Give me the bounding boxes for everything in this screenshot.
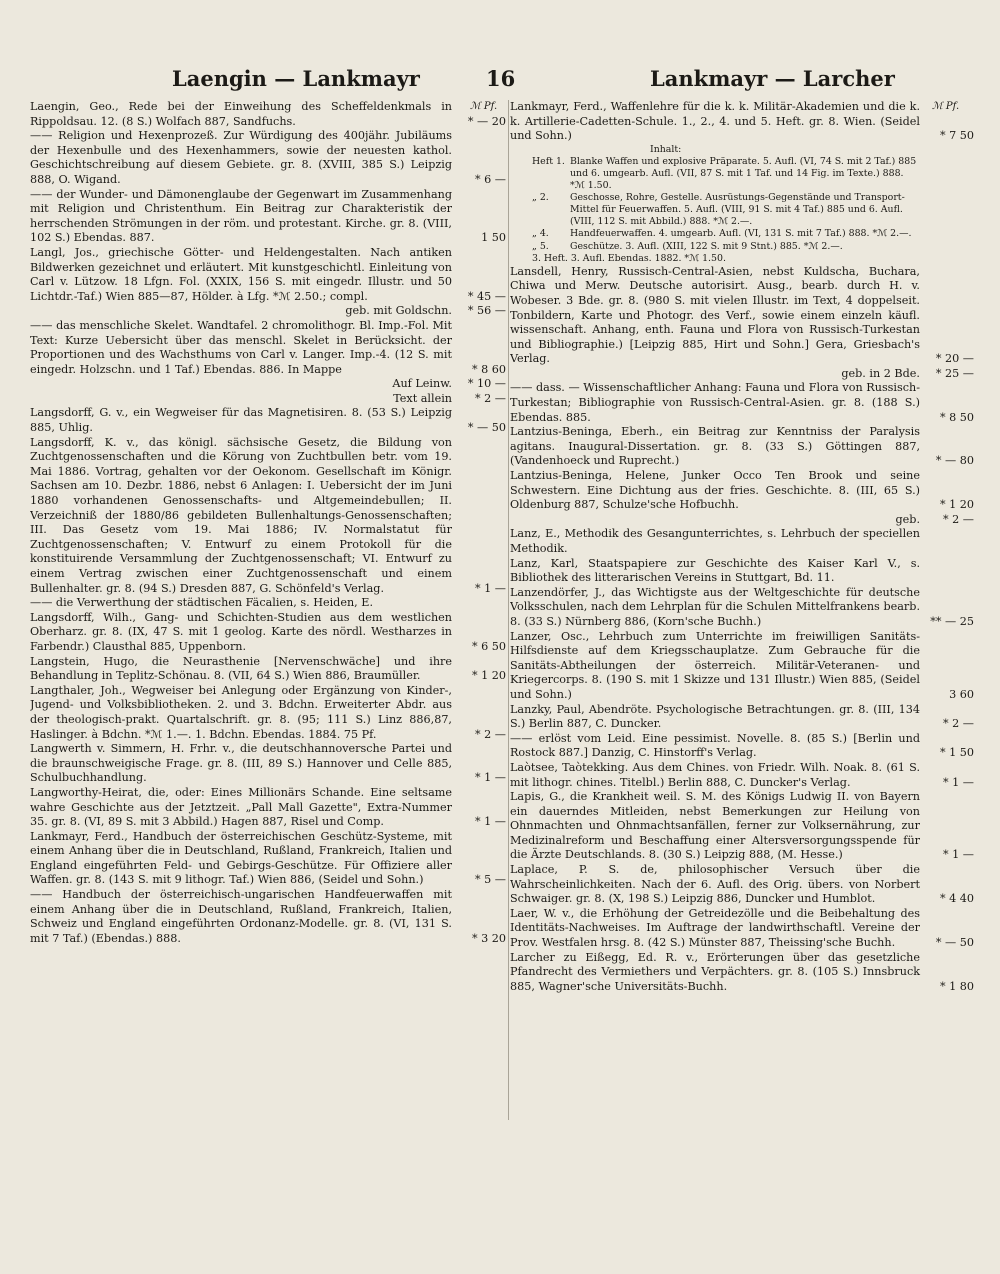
- entry-text: Lanzer, Osc., Lehrbuch zum Unterrichte im freiwilligen Sanitäts-Hilfsdienste auf dem Kriegsschauplatze. Zum Gebrauche für die Sanitäts-Abtheilungen der österreich. Militär-Veteranen- und Kriegercorps. 8. (190 S. mit 1 Skizze und 131 Illustr.) Wien 885, (Seidel und Sohn.): [510, 629, 920, 701]
- entry-variant-line: [510, 513, 974, 528]
- entry-price: * 6 —: [474, 172, 506, 186]
- contents-item-label: „ 4.: [532, 228, 549, 240]
- entry-price: * 1 —: [474, 581, 506, 595]
- entry-price: * 1 20: [939, 498, 974, 512]
- entry-text: geb. mit Goldschn.: [345, 304, 452, 318]
- entry-variant-line: [30, 304, 506, 319]
- entry-text: Langstein, Hugo, die Neurasthenie [Nervenschwäche] und ihre Behandlung in Teplitz-Schönau. 8. (VII, 64 S.) Wien 886, Braumüller.: [30, 654, 452, 683]
- entry-price: * — 50: [935, 936, 974, 950]
- entry-text: —— der Wunder- und Dämonenglaube der Gegenwart im Zusammenhang mit Religion und Christenthum. Ein Beitrag zur Charakteristik der herrschenden Strömungen in der röm. und protestant. Kirche. gr. 8. (VIII, 102 S.) Ebendas. 887.: [30, 187, 452, 245]
- contents-item-label: „ 2.: [532, 192, 549, 204]
- entry-price: * 1 50: [939, 746, 974, 760]
- catalog-entry: [30, 655, 506, 684]
- entry-price: * 3 20: [471, 931, 506, 945]
- entry-text: geb.: [895, 512, 920, 526]
- catalog-entry: [30, 406, 506, 435]
- catalog-entry: [510, 557, 974, 586]
- entry-price: * 6 50: [471, 639, 506, 653]
- entry-text: Langsdorff, G. v., ein Wegweiser für das Magnetisiren. 8. (53 S.) Leipzig 885, Uhlig.: [30, 406, 452, 435]
- contents-item-label: „ 5.: [532, 240, 549, 252]
- entry-price: * 1 80: [939, 979, 974, 993]
- entry-text: Lanzendörfer, J., das Wichtigste aus der Weltgeschichte für deutsche Volksschulen, nach dem Lehrplan für die Schulen Mittelfrankens bearb. 8. (33 S.) Nürnberg 886, (Korn'sche Buchh.): [510, 585, 920, 628]
- entry-text: Laplace, P. S. de, philosophischer Versuch über die Wahrscheinlichkeiten. Nach der 6. Aufl. des Orig. übers. von Norbert Schwaiger. gr. 8. (X, 198 S.) Leipzig 886, Duncker und Humblot.: [510, 863, 920, 906]
- entry-text: Langworthy-Heirat, die, oder: Eines Millionärs Schande. Eine seltsame wahre Geschichte aus der Jetztzeit. „Pall Mall Gazette", Extra-Nummer 35. gr. 8. (VI, 89 S. mit 3 Abbild.) Hagen 887, Risel und Comp.: [30, 785, 452, 829]
- entry-price: * 56 —: [467, 304, 506, 318]
- entry-text: —— die Verwerthung der städtischen Fäcalien, s. Heiden, E.: [30, 596, 373, 610]
- entry-text: Lanz, E., Methodik des Gesangunterrichtes, s. Lehrbuch der speciellen Methodik.: [510, 527, 920, 555]
- entry-text: Lanz, Karl, Staatspapiere zur Geschichte des Kaiser Karl V., s. Bibliothek des litterarischen Vereins in Stuttgart, Bd. 11.: [510, 556, 920, 585]
- catalog-entry: [510, 527, 974, 556]
- left-column: [30, 100, 506, 1140]
- catalog-entry: [510, 265, 974, 367]
- catalog-entry: [510, 586, 974, 630]
- contents-item-label: Heft 1.: [532, 155, 565, 167]
- entry-price: * 4 40: [939, 892, 974, 906]
- page-number: 16: [486, 66, 516, 91]
- contents-item-text: Blanke Waffen und explosive Präparate. 5. Aufl. (VI, 74 S. mit 2 Taf.) 885 und 6. umgearb. Aufl. (VII, 87 S. mit 1 Taf. und 14 Fig. im Texte.) 888. *ℳ 1.50.: [570, 155, 917, 192]
- entry-price: * — 20: [467, 114, 506, 128]
- entry-variant-line: [30, 377, 506, 392]
- right-column: [510, 100, 974, 1140]
- contents-item: [510, 241, 974, 253]
- entry-text: Laengin, Geo., Rede bei der Einweihung des Scheffeldenkmals in Rippoldsau. 12. (8 S.) Wolfach 887, Sandfuchs.: [30, 100, 452, 128]
- contents-item: [510, 228, 974, 240]
- entry-text: Lantzius-Beninga, Helene, Junker Occo Ten Brook und seine Schwestern. Eine Dichtung aus der fries. Geschichte. 8. (III, 65 S.) Oldenburg 887, Schulze'sche Hofbuchh.: [510, 469, 920, 512]
- contents-item: [510, 192, 974, 228]
- entry-price: * 1 —: [474, 771, 506, 785]
- page-header: [0, 66, 1000, 100]
- catalog-entry: [510, 381, 974, 425]
- entry-text: Lankmayr, Ferd., Waffenlehre für die k. k. Militär-Akademien und die k. k. Artillerie-Cadetten-Schule. 1., 2., 4. und 5. Heft. gr. 8. Wien. (Seidel und Sohn.): [510, 100, 920, 143]
- catalog-entry: [30, 888, 506, 946]
- catalog-entry: [30, 596, 506, 611]
- entry-text: Langl, Jos., griechische Götter- und Heldengestalten. Nach antiken Bildwerken gezeichnet und erläutert. Mit kunstgeschichtl. Einleitung von Carl v. Lützow. 18 Lfgn. Fol. (XXIX, 156 S. mit eingedr. Illustr. und 50 Lichtdr.-Taf.) Wien 885—87, Hölder. à Lfg. *ℳ 2.50.; compl.: [30, 245, 452, 303]
- catalog-entry: [510, 907, 974, 951]
- catalog-entry: [30, 319, 506, 377]
- catalog-entry: [30, 188, 506, 246]
- contents-item-text: Geschosse, Rohre, Gestelle. Ausrüstungs-Gegenstände und Transport-Mittel für Feuerwaffen. 5. Aufl. (VIII, 91 S. mit 4 Taf.) 885 und 6. Aufl. (VIII, 112 S. mit Abbild.) 888. *ℳ 2.—.: [570, 192, 905, 228]
- header-left-title: Laengin — Lankmayr: [172, 66, 420, 91]
- entry-price: * 1 —: [474, 815, 506, 829]
- entry-text: Lantzius-Beninga, Eberh., ein Beitrag zur Kenntniss der Paralysis agitans. Inaugural-Dissertation. gr. 8. (33 S.) Göttingen 887, (Vandenhoeck und Ruprecht.): [510, 425, 920, 468]
- catalog-entry: [30, 129, 506, 187]
- entry-price: * 2 —: [474, 391, 506, 405]
- entry-price: * 7 50: [939, 129, 974, 143]
- column-divider: [508, 100, 509, 1120]
- entry-price: * — 80: [935, 454, 974, 468]
- entry-text: Lanzky, Paul, Abendröte. Psychologische Betrachtungen. gr. 8. (III, 134 S.) Berlin 887, C. Duncker.: [510, 702, 920, 731]
- catalog-entry: [510, 790, 974, 863]
- entry-price: * 1 —: [942, 775, 974, 789]
- entry-price: ** — 25: [930, 614, 974, 628]
- entry-price: * 2 —: [942, 717, 974, 731]
- entry-price: * 10 —: [467, 377, 506, 391]
- catalog-entry: [30, 436, 506, 597]
- catalog-entry: [30, 684, 506, 742]
- entry-price: * 20 —: [935, 352, 974, 366]
- catalog-entry: [30, 246, 506, 304]
- contents-heading: Inhalt:: [650, 143, 682, 155]
- entry-price: * 2 —: [942, 512, 974, 526]
- entry-text: Lapis, G., die Krankheit weil. S. M. des Königs Ludwig II. von Bayern ein dauerndes Mitleiden, nebst Bemerkungen zur Heilung von Ohnmachten und Ohnmachtsanfällen, ferner zur Volksernährung, zur Medizinalreform und Beschaffung einer Altersversorgungsspende für die Ärzte Deutschlands. 8. (30 S.) Leipzig 888, (M. Hesse.): [510, 790, 920, 862]
- entry-text: Laer, W. v., die Erhöhung der Getreidezölle und die Beibehaltung des Identitäts-Nachweises. Im Auftrage der landwirthschaftl. Vereine der Prov. Westfalen hrsg. 8. (42 S.) Münster 887, Theissing'sche Buchh.: [510, 906, 920, 950]
- catalog-entry: [510, 863, 974, 907]
- catalog-entry: [510, 630, 974, 703]
- catalog-entry: [30, 786, 506, 830]
- entry-text: Larcher zu Eißegg, Ed. R. v., Erörterungen über das gesetzliche Pfandrecht des Vermiethers und Verpächters. gr. 8. (105 S.) Innsbruck 885, Wagner'sche Universitäts-Buchh.: [510, 950, 920, 993]
- contents-item-text: Handfeuerwaffen. 4. umgearb. Aufl. (VI, 131 S. mit 7 Taf.) 888. *ℳ 2.—.: [570, 228, 912, 240]
- catalog-entry: [510, 732, 974, 761]
- entry-price: * 1 —: [942, 848, 974, 862]
- currency-label-left: ℳ Pf.: [470, 101, 498, 112]
- contents-item: [510, 156, 974, 192]
- entry-text: Langwerth v. Simmern, H. Frhr. v., die deutschhannoversche Partei und die braunschweigische Frage. gr. 8. (III, 89 S.) Hannover und Celle 885, Schulbuchhandlung.: [30, 742, 452, 785]
- entry-text: Lankmayr, Ferd., Handbuch der österreichischen Geschütz-Systeme, mit einem Anhang über die in Deutschland, Rußland, Frankreich, Italien und England eingeführten Feld- und Gebirgs-Geschütze. Für Offiziere aller Waffen. gr. 8. (143 S. mit 9 lithogr. Taf.) Wien 886, (Seidel und Sohn.): [30, 829, 452, 887]
- entry-price: * — 50: [467, 421, 506, 435]
- entry-variant-line: [510, 367, 974, 382]
- catalog-entry: [30, 742, 506, 786]
- catalog-entry: [510, 100, 974, 144]
- entry-text: Lansdell, Henry, Russisch-Central-Asien, nebst Kuldscha, Buchara, Chiwa und Merw. Deutsche autorisirt. Ausg., bearb. durch H. v. Wobeser. 3 Bde. gr. 8. (980 S. mit vielen Illustr. im Text, 4 doppelseit. Tonbildern, Karte und Photogr. des Verf., sowie einem einzeln käufl. wissenschaft. Anhang, enth. Fauna und Flora von Russisch-Turkestan und Bibliographie.) [Leipzig 885, Hirt und Sohn.] Gera, Griesbach's Verlag.: [510, 264, 920, 366]
- entry-text: Langsdorff, K. v., das königl. sächsische Gesetz, die Bildung von Zuchtgenossenschaften und die Körung von Zuchtbullen betr. vom 19. Mai 1886. Vortrag, gehalten vor der Oekonom. Gesellschaft im Königr. Sachsen am 10. Dezbr. 1886, nebst 6 Anlagen: I. Uebersicht der im Juni 1880 vorhandenen Genossenschafts- und Altgemeindebullen; II. Verzeichniß der 1880/86 gebildeten Bullenhaltungs-Genossenschaften; III. Das Gesetz vom 19. Mai 1886; IV. Normalstatut für Zuchtgenossenschaften; V. Entwurf zu einem Protokoll für die konstituirende Versammlung der Zuchtgenossenschaft; VI. Entwurf zu einem Vertrag zwischen einer Zuchtgenossenschaft und einem Bullenhalter. gr. 8. (94 S.) Dresden 887, G. Schönfeld's Verlag.: [30, 435, 452, 595]
- entry-variant-line: [30, 392, 506, 407]
- contents-note: 3. Heft. 3. Aufl. Ebendas. 1882. *ℳ 1.50.: [532, 252, 726, 264]
- entry-price: * 2 —: [474, 727, 506, 741]
- catalog-entry: [30, 611, 506, 655]
- entry-price: * 8 50: [939, 410, 974, 424]
- entry-text: Auf Leinw.: [392, 377, 452, 391]
- catalog-entry: [30, 100, 506, 129]
- catalog-entry: [510, 761, 974, 790]
- entry-text: —— Handbuch der österreichisch-ungarischen Handfeuerwaffen mit einem Anhang über die in Deutschland, Rußland, Frankreich, Italien, Schweiz und England eingeführten Ordonanz-Modelle. gr. 8. (VI, 131 S. mit 7 Taf.) (Ebendas.) 888.: [30, 888, 452, 945]
- entry-text: Langthaler, Joh., Wegweiser bei Anlegung oder Ergänzung von Kinder-, Jugend- und Volksbibliotheken. 2. und 3. Bdchn. Erweiterter Abdr. aus der theologisch-prakt. Quartalschrift. gr. 8. (95; 111 S.) Linz 886,87, Haslinger. à Bdchn. *ℳ 1.—. 1. Bdchn. Ebendas. 1884. 75 Pf.: [30, 683, 452, 741]
- entry-price: * 25 —: [935, 366, 974, 380]
- contents-item-text: Geschütze. 3. Aufl. (XIII, 122 S. mit 9 Stnt.) 885. *ℳ 2.—.: [570, 240, 843, 252]
- entry-price: * 8 60: [471, 362, 506, 376]
- entry-price: 3 60: [949, 687, 974, 701]
- entry-text: —— das menschliche Skelet. Wandtafel. 2 chromolithogr. Bl. Imp.-Fol. Mit Text: Kurze Uebersicht über das menschl. Skelet in Berücksicht. der Proportionen und des Wachsthums von Carl v. Langer. Imp.-4. (12 S. mit eingedr. Holzschn. und 1 Taf.) Ebendas. 886. In Mappe: [30, 318, 452, 376]
- catalog-entry: [510, 425, 974, 469]
- entry-price: * 5 —: [474, 873, 506, 887]
- entry-text: geb. in 2 Bde.: [841, 366, 920, 380]
- entry-text: —— erlöst vom Leid. Eine pessimist. Novelle. 8. (85 S.) [Berlin und Rostock 887.] Danzig, C. Hinstorff's Verlag.: [510, 731, 920, 760]
- entry-price: 1 50: [481, 231, 506, 245]
- entry-text: —— Religion und Hexenprozeß. Zur Würdigung des 400jähr. Jubiläums der Hexenbulle und des Hexenhammers, sowie der neuesten kathol. Geschichtschreibung auf diesem Gebiete. gr. 8. (XVIII, 385 S.) Leipzig 888, O. Wigand.: [30, 129, 452, 186]
- entry-price: * 45 —: [467, 289, 506, 303]
- header-right-title: Lankmayr — Larcher: [650, 66, 895, 91]
- entry-text: Text allein: [393, 391, 452, 405]
- catalog-entry: [30, 830, 506, 888]
- catalog-entry: [510, 469, 974, 513]
- catalog-entry: [510, 703, 974, 732]
- entry-text: Langsdorff, Wilh., Gang- und Schichten-Studien aus dem westlichen Oberharz. gr. 8. (IX, 47 S. mit 1 geolog. Karte des nördl. Westharzes in Farbendr.) Clausthal 885, Uppenborn.: [30, 610, 452, 653]
- entry-text: Laòtsee, Taòtekking. Aus dem Chines. von Friedr. Wilh. Noak. 8. (61 S. mit lithogr. chines. Titelbl.) Berlin 888, C. Duncker's Verlag.: [510, 760, 920, 789]
- catalog-entry: [510, 951, 974, 995]
- currency-label-right: ℳ Pf.: [932, 101, 960, 112]
- entry-text: —— dass. — Wissenschaftlicher Anhang: Fauna und Flora von Russisch-Turkestan; Bibliographie von Russisch-Central-Asien. gr. 8. (188 S.) Ebendas. 885.: [510, 381, 920, 424]
- entry-price: * 1 20: [471, 669, 506, 683]
